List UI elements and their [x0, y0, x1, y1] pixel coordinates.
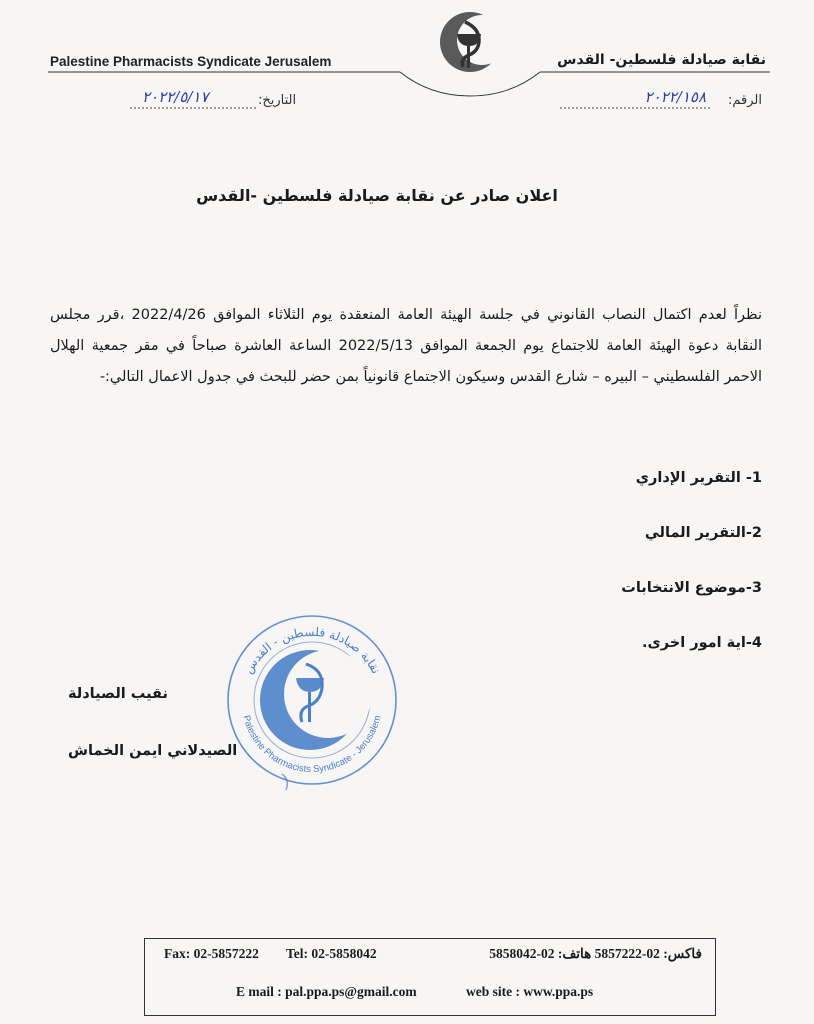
footer-tel: Tel: 02-5858042	[286, 946, 377, 961]
document-title: اعلان صادر عن نقابة صيادلة فلسطين -القدس	[196, 186, 558, 205]
agenda-item-2: 2-التقرير المالي	[644, 525, 762, 541]
syndicate-logo-icon	[440, 12, 507, 72]
footer-website: web site : www.ppa.ps	[466, 984, 594, 999]
date-label: التاريخ:	[258, 93, 297, 108]
date-value: ٢٠٢٢/٥/١٧	[142, 88, 209, 106]
agenda-item-1: 1- التقرير الإداري	[635, 470, 762, 486]
agenda-item-4: 4-اية امور اخرى.	[641, 635, 762, 651]
org-name-ar: نقابة صيادلة فلسطين- القدس	[557, 52, 766, 68]
signature-title: نقيب الصيادلة	[68, 686, 168, 702]
agenda-item-3: 3-موضوع الانتخابات	[621, 580, 762, 596]
official-stamp	[222, 604, 402, 804]
reference-label: الرقم:	[728, 93, 762, 108]
footer-email: E mail : pal.ppa.ps@gmail.com	[236, 984, 417, 999]
announcement-paragraph: نظراً لعدم اكتمال النصاب القانوني في جلسة الهيئة العامة المنعقدة يوم الثلاثاء الموافق 2022/4/26 ،قرر مجلس النقابة دعوة الهيئة العامة للاجتماع يوم الجمعة الموافق 2022/5/13 الساعة العاشرة صباحاً في مقر جمعية الهلال الاحمر الفلسطيني – البيره – شارع القدس وسيكون الاجتماع قانونياً بمن حضر للبحث في جدول الاعمال التالي:-	[50, 307, 762, 385]
footer-contact-ar: فاكس: 02-5857222 هاتف: 02-5858042	[489, 946, 702, 961]
org-name-en: Palestine Pharmacists Syndicate Jerusalem	[50, 54, 332, 69]
footer-fax: Fax: 02-5857222	[164, 946, 259, 961]
signature-name: الصيدلاني ايمن الخماش	[68, 743, 238, 759]
stamp-text-en: Palestine Pharmacists Syndicate - Jerusalem	[240, 714, 384, 776]
stamp-text-ar: نقابة صيادلة فلسطين - القدس	[240, 624, 384, 676]
reference-value: ٢٠٢٢/١٥٨	[644, 88, 706, 106]
